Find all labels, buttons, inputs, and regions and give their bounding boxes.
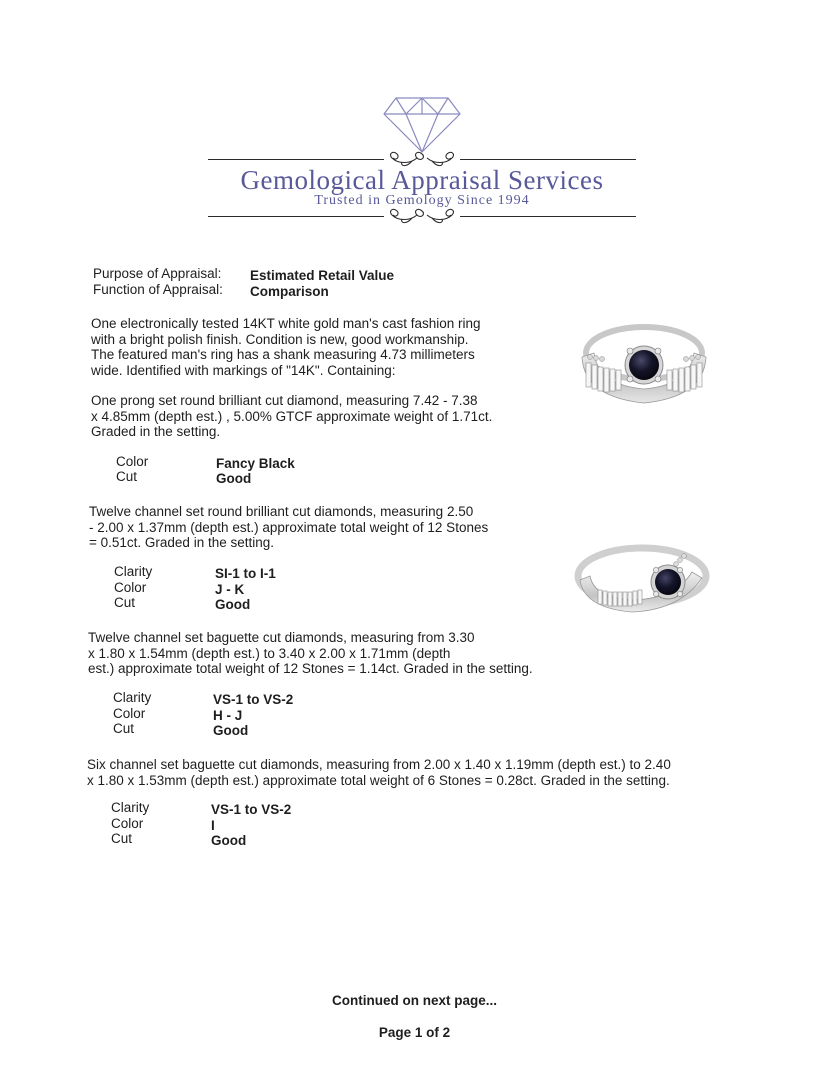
continued-note: Continued on next page... xyxy=(332,993,497,1008)
stone-line: x 1.80 x 1.53mm (depth est.) approximate total weight of 6 Stones = 0.28ct. Graded in the setting. xyxy=(87,772,670,788)
center-diamond-description xyxy=(91,393,492,440)
stone-line: Twelve channel set baguette cut diamonds, measuring from 3.30 xyxy=(88,630,475,645)
grade-label: Clarity xyxy=(114,564,153,579)
grade-value: J - K xyxy=(215,582,245,597)
ring-photo-front xyxy=(574,313,714,413)
grade-value: Good xyxy=(213,723,249,738)
stone-line: x 4.85mm (depth est.) , 5.00% GTCF approximate weight of 1.71ct. xyxy=(91,408,493,424)
purpose-value: Estimated Retail Value xyxy=(250,268,395,283)
round-diamonds-description xyxy=(89,504,488,551)
diamond-logo-icon xyxy=(380,94,464,154)
stone-line: Twelve channel set round brilliant cut diamonds, measuring 2.50 xyxy=(89,504,474,519)
description-line: One electronically tested 14KT white gold man's cast fashion ring xyxy=(91,316,481,331)
grade-label: Color xyxy=(116,454,149,469)
grade-value: Fancy Black xyxy=(216,456,295,471)
grade-value: H - J xyxy=(213,708,243,723)
grade-value: VS-1 to VS-2 xyxy=(211,802,292,817)
company-name: Gemological Appraisal Services xyxy=(240,165,604,195)
grade-value: Good xyxy=(216,471,252,486)
grade-label: Color xyxy=(113,706,146,721)
grade-value: VS-1 to VS-2 xyxy=(213,692,294,707)
function-value: Comparison xyxy=(250,284,329,299)
description-line: with a bright polish finish. Condition is new, good workmanship. xyxy=(91,331,469,347)
grade-label: Color xyxy=(114,580,147,595)
baguette-diamonds-description xyxy=(88,630,533,677)
stone-line: - 2.00 x 1.37mm (depth est.) approximate total weight of 12 Stones xyxy=(89,519,489,535)
grade-value: Good xyxy=(211,833,247,848)
description-line: wide. Identified with markings of "14K". Containing: xyxy=(91,362,396,378)
stone-line: x 1.80 x 1.54mm (depth est.) to 3.40 x 2.00 x 1.71mm (depth xyxy=(88,645,451,661)
grade-value: I xyxy=(211,818,215,833)
grade-value: Good xyxy=(215,597,251,612)
grade-label: Clarity xyxy=(113,690,152,705)
ring-description xyxy=(91,316,481,378)
description-line: The featured man's ring has a shank measuring 4.73 millimeters xyxy=(91,347,475,362)
grade-label: Cut xyxy=(111,831,133,846)
grade-label: Cut xyxy=(114,595,136,610)
stone-line: = 0.51ct. Graded in the setting. xyxy=(89,535,274,550)
header-rule-bottom-left xyxy=(208,216,384,217)
grade-label: Clarity xyxy=(111,800,150,815)
ring-photo-angle xyxy=(572,528,712,618)
page-number: Page 1 of 2 xyxy=(378,1025,451,1040)
stone-line: Graded in the setting. xyxy=(91,424,221,439)
grade-label: Cut xyxy=(113,721,135,736)
stone-line: est.) approximate total weight of 12 Stones = 1.14ct. Graded in the setting. xyxy=(88,661,533,676)
header-rule-top-right xyxy=(460,159,636,160)
grade-value: SI-1 to I-1 xyxy=(215,566,276,581)
header-rule-top-left xyxy=(208,159,384,160)
grade-label: Cut xyxy=(116,469,138,484)
stone-line: Six channel set baguette cut diamonds, measuring from 2.00 x 1.40 x 1.19mm (depth est.) to 2.40 xyxy=(87,757,671,772)
stone-line: One prong set round brilliant cut diamond, measuring 7.42 - 7.38 xyxy=(91,393,478,408)
header-rule-bottom-right xyxy=(460,216,636,217)
company-tagline: Trusted in Gemology Since 1994 xyxy=(314,193,530,208)
small-baguettes-description xyxy=(87,757,671,788)
function-label: Function of Appraisal: xyxy=(93,282,223,297)
flourish-ornament-icon xyxy=(384,206,460,228)
purpose-label: Purpose of Appraisal: xyxy=(93,266,222,281)
grade-label: Color xyxy=(111,816,144,831)
